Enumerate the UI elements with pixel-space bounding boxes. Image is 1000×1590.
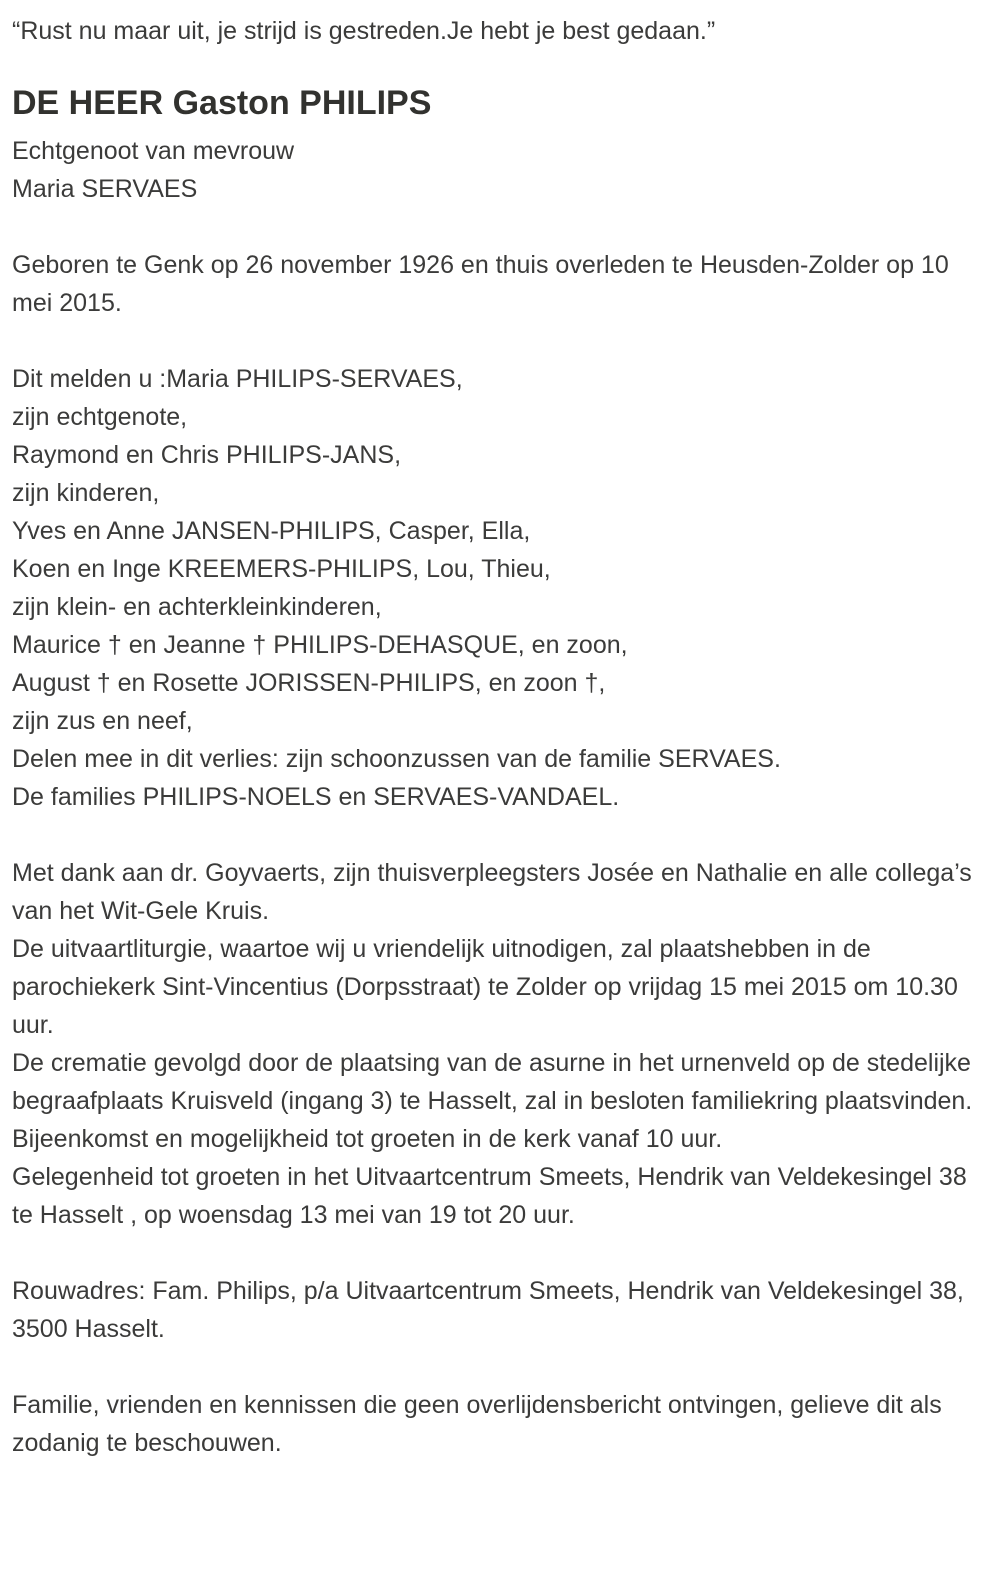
announcement-line: Maurice † en Jeanne † PHILIPS-DEHASQUE, en zoon,: [12, 631, 628, 659]
announcement-line: zijn zus en neef,: [12, 707, 193, 735]
announcement-line: Koen en Inge KREEMERS-PHILIPS, Lou, Thieu,: [12, 555, 551, 583]
announcement-line: Yves en Anne JANSEN-PHILIPS, Casper, Ella,: [12, 517, 531, 545]
closing-paragraph: Familie, vrienden en kennissen die geen overlijdensbericht ontvingen, gelieve dit als zodanig te beschouwen.: [12, 1391, 942, 1457]
liturgy-paragraph: De uitvaartliturgie, waartoe wij u vriendelijk uitnodigen, zal plaatshebben in de parochiekerk Sint-Vincentius (Dorpsstraat) te Zolder op vrijdag 15 mei 2015 om 10.30 uur.: [12, 935, 958, 1039]
announcement-line: zijn kinderen,: [12, 479, 160, 507]
closing-section: [12, 1386, 978, 1462]
birth-death-paragraph: Geboren te Genk op 26 november 1926 en thuis overleden te Heusden-Zolder op 10 mei 2015.: [12, 251, 949, 317]
announcement-line: Delen mee in dit verlies: zijn schoonzussen van de familie SERVAES.: [12, 745, 781, 773]
relation-line: Echtgenoot van mevrouw: [12, 137, 295, 165]
announcement-line: Dit melden u :Maria PHILIPS-SERVAES,: [12, 365, 463, 393]
deceased-name-title: DE HEER Gaston PHILIPS: [12, 84, 432, 122]
service-details-section: [12, 854, 978, 1234]
announcement-line: De families PHILIPS-NOELS en SERVAES-VANDAEL.: [12, 783, 620, 811]
family-announcement-section: [12, 360, 978, 816]
spouse-name: Maria SERVAES: [12, 175, 198, 203]
announcement-line: Raymond en Chris PHILIPS-JANS,: [12, 441, 402, 469]
birth-death-section: [12, 246, 978, 322]
deceased-header: [12, 80, 978, 208]
mourning-address-paragraph: Rouwadres: Fam. Philips, p/a Uitvaartcentrum Smeets, Hendrik van Veldekesingel 38, 3500 Hasselt.: [12, 1277, 964, 1343]
announcement-line: zijn echtgenote,: [12, 403, 188, 431]
announcement-line: zijn klein- en achterkleinkinderen,: [12, 593, 382, 621]
memorial-quote: “Rust nu maar uit, je strijd is gestreden.Je hebt je best gedaan.”: [12, 17, 716, 45]
announcement-line: August † en Rosette JORISSEN-PHILIPS, en zoon †,: [12, 669, 606, 697]
visitation-paragraph: Gelegenheid tot groeten in het Uitvaartcentrum Smeets, Hendrik van Veldekesingel 38 te Hasselt , op woensdag 13 mei van 19 tot 20 uur.: [12, 1163, 967, 1229]
thanks-paragraph: Met dank aan dr. Goyvaerts, zijn thuisverpleegsters Josée en Nathalie en alle collega’s van het Wit-Gele Kruis.: [12, 859, 972, 925]
mourning-address-section: [12, 1272, 978, 1348]
gathering-paragraph: Bijeenkomst en mogelijkheid tot groeten in de kerk vanaf 10 uur.: [12, 1125, 723, 1153]
cremation-paragraph: De crematie gevolgd door de plaatsing van de asurne in het urnenveld op de stedelijke begraafplaats Kruisveld (ingang 3) te Hasselt, zal in besloten familiekring plaatsvinden.: [12, 1049, 973, 1115]
